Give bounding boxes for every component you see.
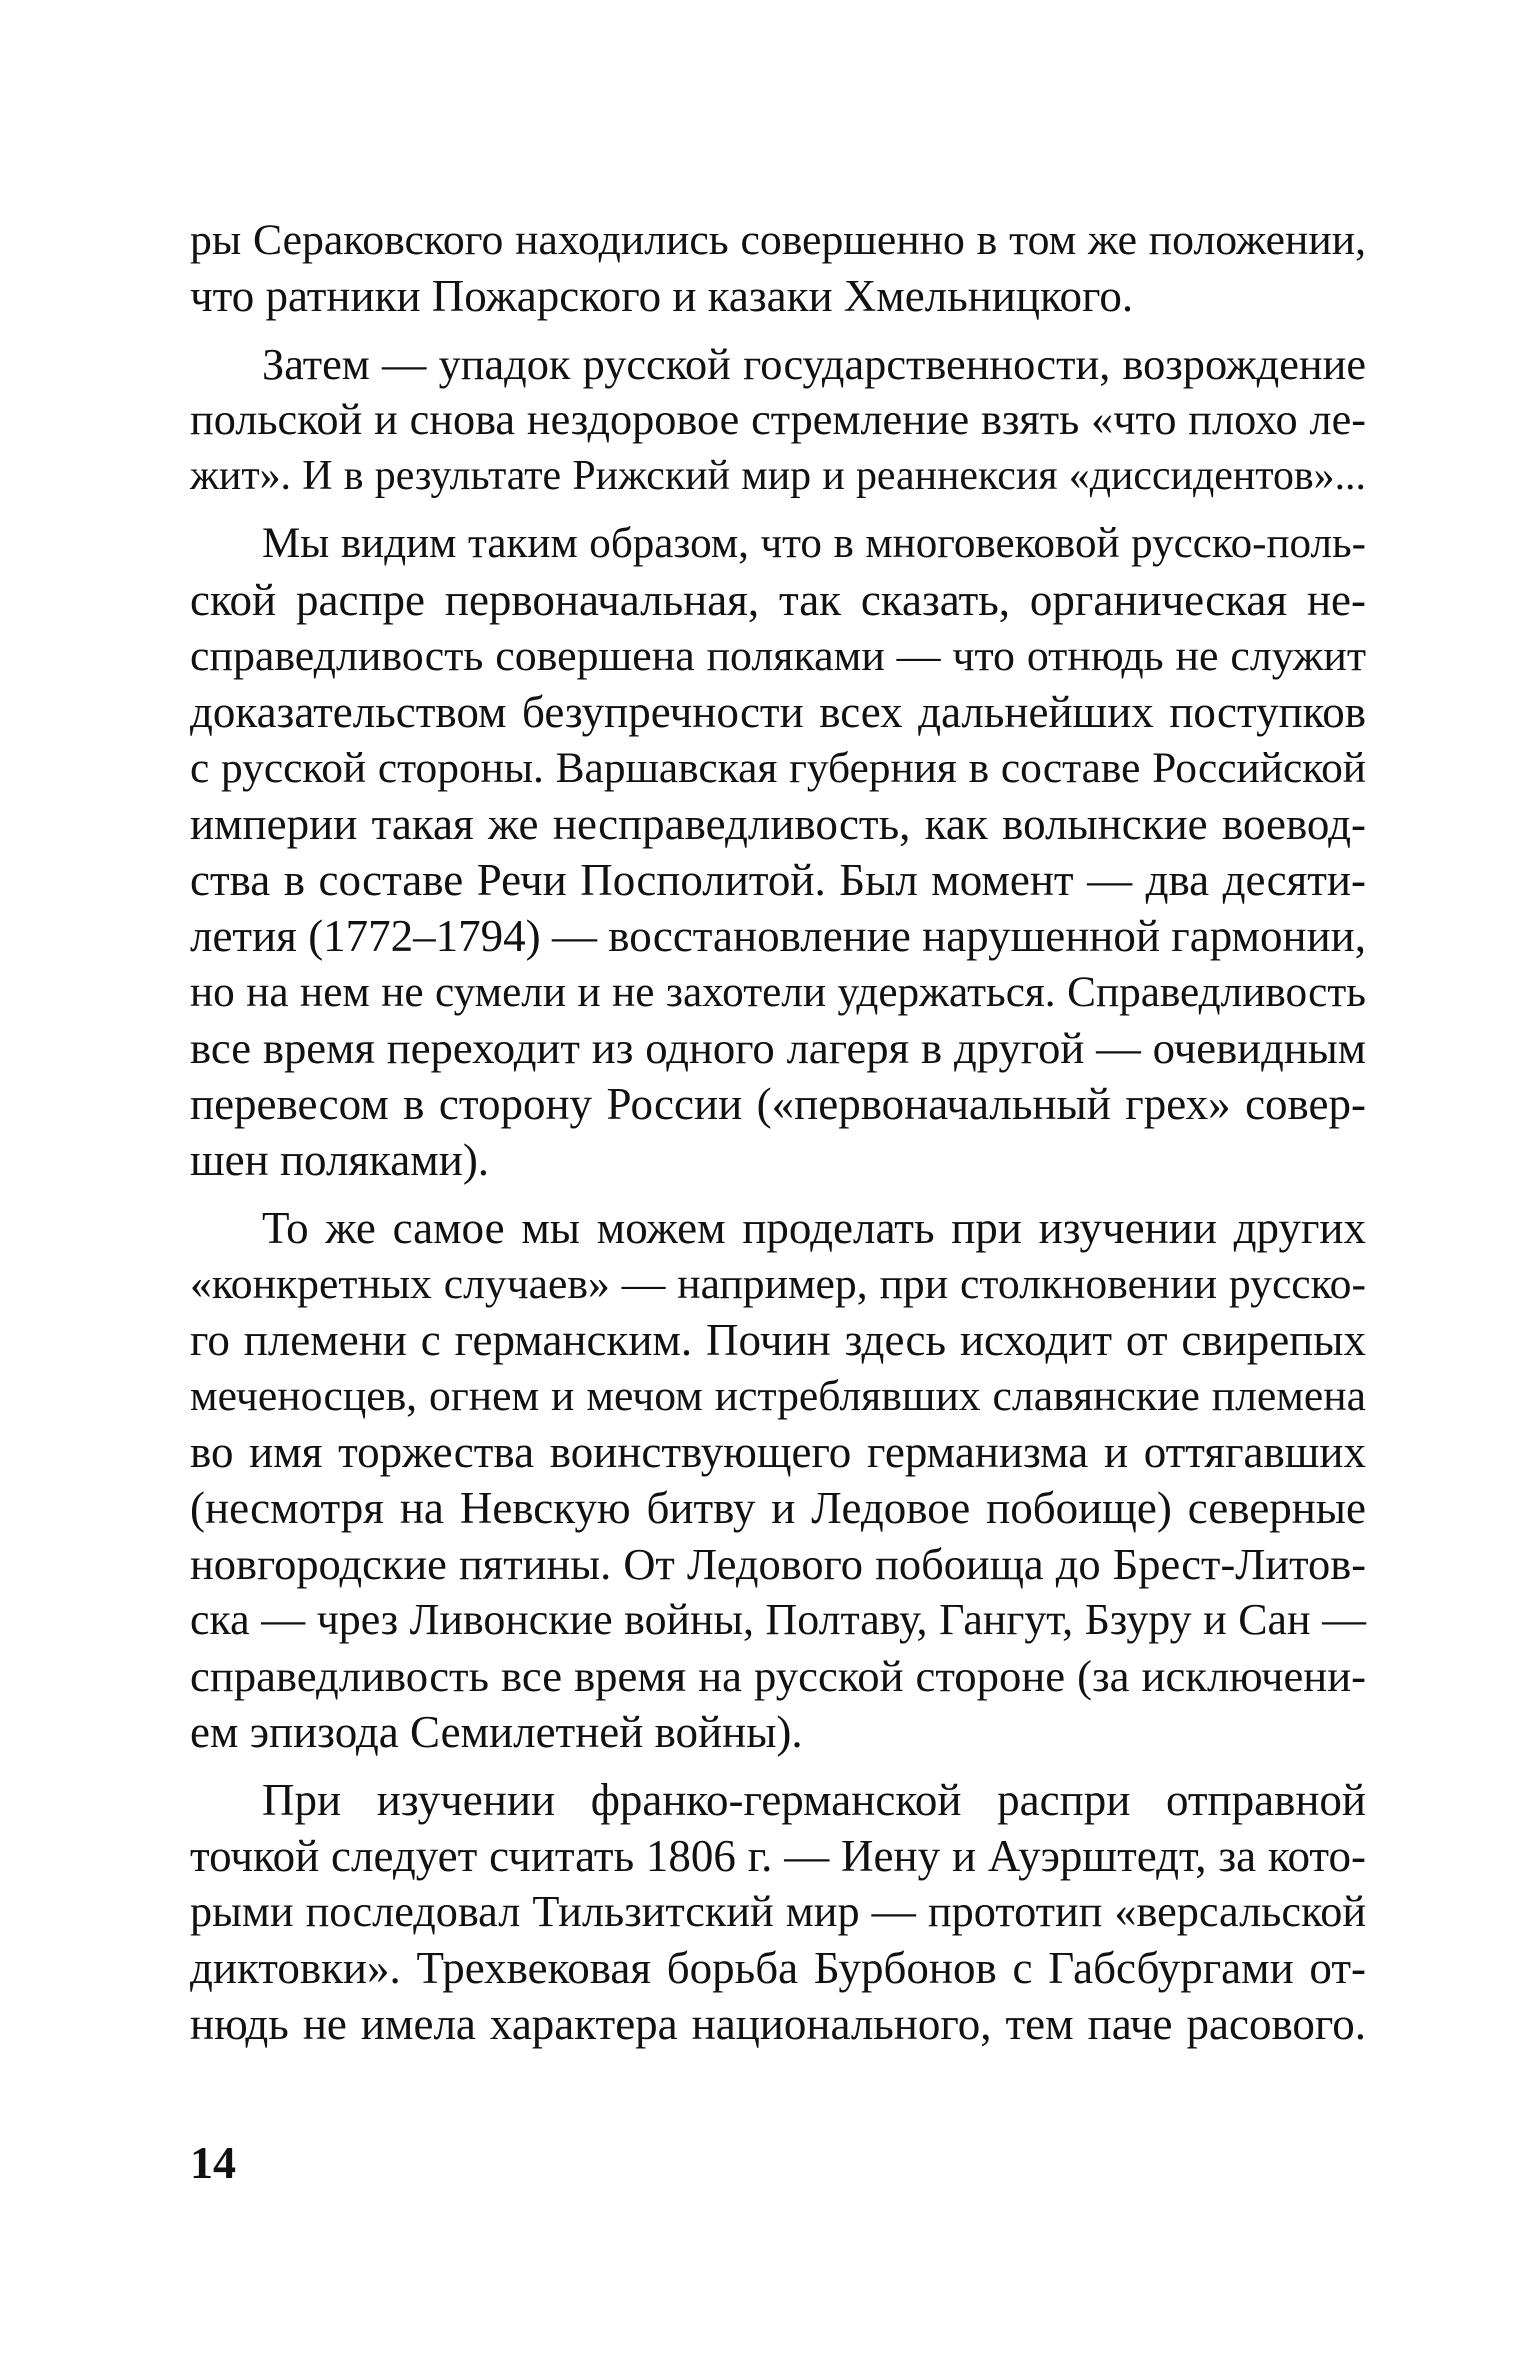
text-line: справедливость совершена поляками — что отнюдь не служит — [190, 632, 1366, 680]
text-line: империи такая же несправедливость, как волынские воевод- — [190, 799, 1366, 849]
paragraph — [190, 1772, 1366, 2052]
text-line: диктовки». Трехвековая борьба Бурбонов с Габсбургами от- — [190, 1943, 1366, 1993]
text-line: перевесом в сторону России («первоначальный грех» совер- — [190, 1079, 1366, 1129]
text-line: рыми последовал Тильзитский мир — прототип «версальской — [190, 1887, 1366, 1936]
body-text — [190, 212, 1366, 2064]
text-line: доказательством безупречности всех дальнейших поступков — [190, 687, 1366, 737]
text-line: шен поляками). — [190, 1135, 490, 1185]
text-line: жит». И в результате Рижский мир и реаннексия «диссидентов»... — [190, 453, 1366, 499]
text-line: То же самое мы можем проделать при изучении других — [262, 1203, 1366, 1253]
text-line: ской распре первоначальная, так сказать, органическая не- — [190, 575, 1366, 625]
text-line: справедливость все время на русской стороне (за исключени- — [190, 1651, 1366, 1701]
paragraph — [190, 336, 1366, 504]
text-line: что ратники Пожарского и казаки Хмельницкого. — [190, 271, 1134, 321]
paragraph — [190, 1200, 1366, 1760]
page-number: 14 — [190, 2137, 236, 2188]
text-line: Затем — упадок русской государственности, возрождение — [262, 339, 1366, 389]
paragraph — [190, 212, 1366, 324]
text-line: во имя торжества воинствующего германизма и оттягавших — [190, 1427, 1366, 1477]
text-line: го племени с германским. Почин здесь исходит от свирепых — [190, 1315, 1366, 1365]
text-line: нюдь не имела характера национального, тем паче расового. — [190, 1999, 1366, 2049]
text-line: ства в составе Речи Посполитой. Был момент — два десяти- — [190, 855, 1366, 905]
text-line: Мы видим таким образом, что в многовековой русско-поль- — [262, 520, 1366, 567]
text-line: «конкретных случаев» — например, при столкновении русско- — [190, 1260, 1366, 1308]
text-line: летия (1772–1794) — восстановление нарушенной гармонии, — [190, 911, 1366, 961]
text-line: но на нем не сумели и не захотели удержаться. Справедливость — [190, 968, 1366, 1016]
text-line: с русской стороны. Варшавская губерния в составе Российской — [190, 744, 1366, 792]
text-line: меченосцев, огнем и мечом истреблявших славянские племена — [190, 1372, 1366, 1420]
paragraph — [190, 516, 1366, 1188]
text-line: новгородские пятины. От Ледового побоища до Брест-Литов- — [190, 1539, 1366, 1589]
text-line: все время переходит из одного лагеря в другой — очевидным — [190, 1023, 1366, 1073]
text-line: точкой следует считать 1806 г. — Иену и Ауэрштедт, за кото- — [190, 1831, 1366, 1881]
text-line: ем эпизода Семилетней войны). — [190, 1707, 803, 1757]
text-line: При изучении франко-германской распри отправной — [262, 1775, 1366, 1825]
text-line: (несмотря на Невскую битву и Ледовое побоище) северные — [190, 1483, 1366, 1533]
text-line: ры Сераковского находились совершенно в том же положении, — [190, 216, 1366, 264]
text-line: ска — чрез Ливонские войны, Полтаву, Гангут, Бзуру и Сан — — [190, 1596, 1366, 1644]
text-line: польской и снова нездоровое стремление взять «что плохо ле- — [190, 395, 1366, 444]
